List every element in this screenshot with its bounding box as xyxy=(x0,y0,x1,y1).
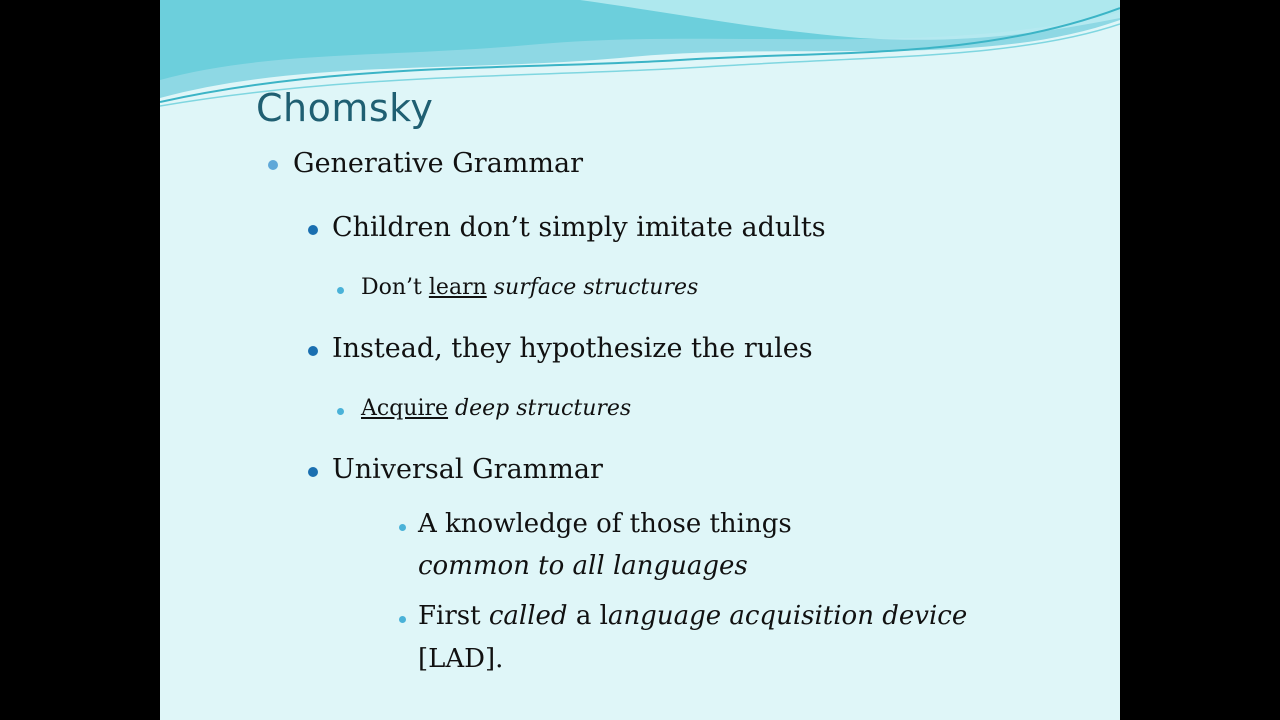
bullet-dot-level3 xyxy=(337,287,344,294)
bullet-acquire-deep xyxy=(361,396,631,421)
bullet-dot-level3 xyxy=(399,524,406,531)
bullet-dont-learn xyxy=(361,275,698,300)
acquire-underlined-text: Acquire xyxy=(361,396,449,421)
learn-underlined-text: learn xyxy=(428,275,487,300)
bullet-dot-level2 xyxy=(308,346,318,356)
bullet-dot-level2 xyxy=(308,225,318,235)
language-acquisition-device-text: anguage acquisition device xyxy=(607,601,968,631)
bullet-dot-level2 xyxy=(308,467,318,477)
slide xyxy=(160,0,1120,720)
bullet-universal-grammar: Universal Grammar xyxy=(332,454,603,485)
first-text: First xyxy=(418,601,489,631)
bullet-knowledge-line1: A knowledge of those things xyxy=(418,509,792,539)
bullet-hypothesize-rules: Instead, they hypothesize the rules xyxy=(332,333,813,364)
bullet-knowledge-line2: common to all languages xyxy=(418,551,748,581)
bullet-generative-grammar: Generative Grammar xyxy=(293,148,583,179)
bullet-dot-level1 xyxy=(268,160,278,170)
bullet-first-called-line2: [LAD]. xyxy=(418,644,504,674)
bullet-children-imitate: Children don’t simply imitate adults xyxy=(332,212,826,243)
a-text: a l xyxy=(567,601,608,631)
bullet-dot-level3 xyxy=(399,616,406,623)
called-text: called xyxy=(488,601,568,631)
slide-title: Chomsky xyxy=(256,86,434,130)
deep-structures-text: deep structures xyxy=(455,396,632,421)
dont-text: Don’t xyxy=(361,275,429,300)
bullet-dot-level3 xyxy=(337,408,344,415)
surface-structures-text: surface structures xyxy=(493,275,699,300)
bullet-first-called-line1 xyxy=(418,601,967,631)
